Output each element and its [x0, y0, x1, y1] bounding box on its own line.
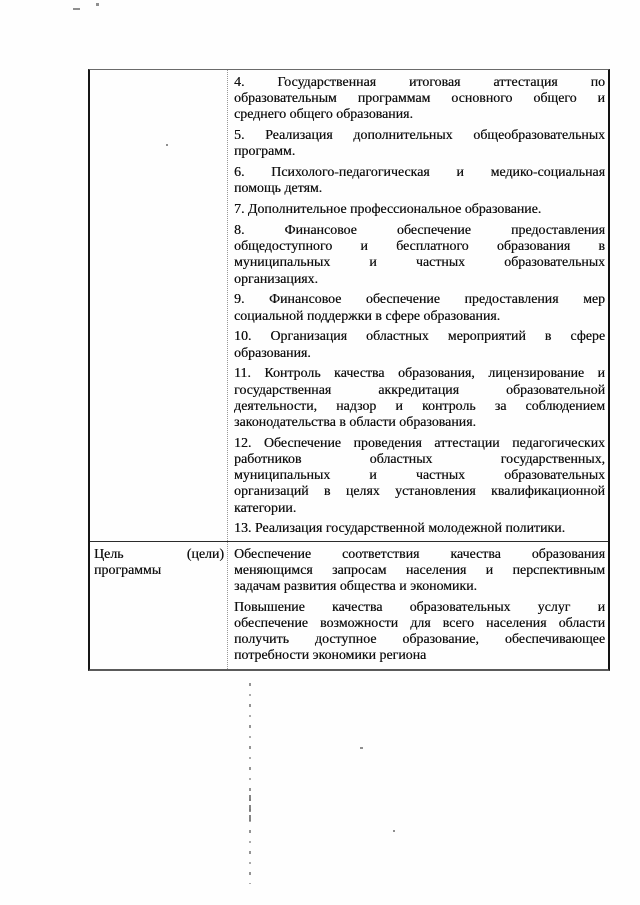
text-line: деятельности, надзор и контроль за соблюдением [234, 398, 605, 414]
text-line: обеспечение возможности для всего населения области [234, 615, 605, 631]
row2-content-cell [227, 542, 608, 669]
text-line: муниципальных и частных образовательных [234, 255, 605, 271]
paragraph [234, 547, 605, 596]
paragraph [234, 600, 605, 665]
paragraph [234, 329, 605, 361]
text-line: 4. Государственная итоговая аттестация по [234, 75, 605, 90]
text-line: Обеспечение соответствия качества образования [234, 546, 605, 562]
text-line: образовательным программам основного общего и [234, 91, 605, 107]
paragraph [234, 165, 605, 197]
text-line: образования. [234, 345, 311, 361]
row2-label-cell [90, 542, 227, 669]
row-label-line: программы [94, 563, 162, 579]
text-line: получить доступное образование, обеспечивающее [234, 632, 605, 648]
text-line: 13. Реализация государственной молодежной политики. [234, 521, 566, 537]
paragraph [234, 436, 605, 517]
text-line: 10. Организация областных мероприятий в сфере [234, 329, 605, 345]
text-line: работников областных государственных, [234, 452, 605, 468]
table-row-functions [90, 70, 608, 542]
text-line: 8. Финансовое обеспечение предоставления [234, 223, 605, 238]
scan-artifact-dotted-line-bold [249, 795, 252, 825]
row1-content-cell [227, 70, 608, 541]
text-line: помощь детям. [234, 181, 323, 197]
scan-artifact-dot [393, 830, 395, 832]
row1-label-cell [90, 70, 227, 541]
text-line: организациях. [234, 271, 318, 287]
scan-artifact-dash [73, 8, 80, 10]
text-line: потребности экономики региона [234, 648, 427, 664]
paragraph [234, 366, 605, 431]
text-line: организаций в целях установления квалификационной [234, 484, 605, 500]
text-line: среднего общего образования. [234, 107, 413, 123]
paragraph [234, 223, 605, 288]
text-line: общедоступного и бесплатного образования в [234, 239, 605, 255]
text-line: 11. Контроль качества образования, лицензирование и [234, 366, 605, 382]
text-line: 9. Финансовое обеспечение предоставления мер [234, 292, 605, 308]
text-line: муниципальных и частных образовательных [234, 468, 605, 484]
scan-artifact-dot [96, 3, 99, 6]
text-line: 5. Реализация дополнительных общеобразовательных [234, 128, 605, 144]
text-line: 7. Дополнительное профессиональное образование. [234, 202, 542, 218]
text-line: Повышение качества образовательных услуг и [234, 599, 605, 615]
text-line: 6. Психолого-педагогическая и медико-социальная [234, 165, 605, 181]
text-line: законодательства в области образования. [234, 415, 476, 431]
paragraph [234, 128, 605, 160]
paragraph [234, 292, 605, 324]
paragraph [234, 75, 605, 124]
scan-artifact-dotted-line [249, 683, 251, 884]
text-line: государственная аккредитация образовательной [234, 382, 605, 398]
paragraph [234, 202, 605, 218]
scan-artifact-dot [360, 747, 363, 749]
text-line: социальной поддержки в сфере образования. [234, 308, 501, 324]
text-line: меняющимся запросам населения и перспективным [234, 562, 605, 578]
text-line: категории. [234, 500, 297, 516]
row-label-line: Цель (цели) [94, 547, 224, 562]
paragraph [234, 521, 605, 537]
text-line: программ. [234, 144, 296, 160]
program-passport-table [88, 69, 610, 671]
table-row-program-goals [90, 542, 608, 669]
text-line: 12. Обеспечение проведения аттестации педагогических [234, 435, 605, 451]
text-line: задачам развития общества и экономики. [234, 578, 478, 594]
